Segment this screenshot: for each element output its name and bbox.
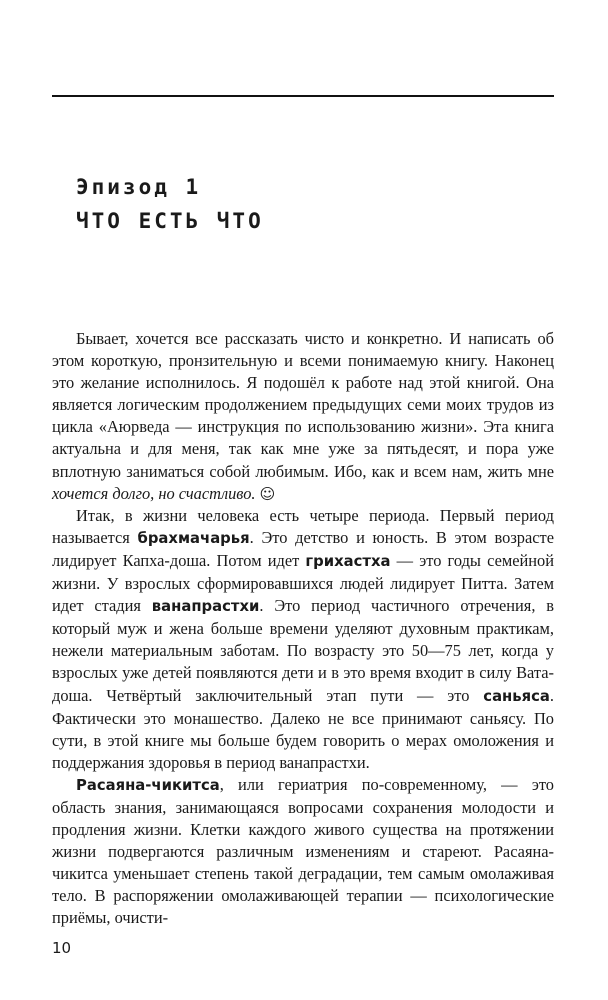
episode-label: Эпизод 1 xyxy=(76,175,202,199)
paragraph-2-text-5: . Фактически это монашество. Далеко не все принимают саньясу. По сути, в этой книге мы больше будем говорить о мерах омоложения и поддержания здоровья в период ванапрастхи. xyxy=(52,685,554,772)
paragraph-1-text: Бывает, хочется все рассказать чисто и конкретно. И написать об этом короткую, пронзительную и всеми понимаемую книгу. Наконец это желание исполнилось. Я подошёл к работе над этой книгой. Она является логическим продолжением предыдущих семи моих трудов из цикла «Аюрведа — инструкция по использованию жизни». Эта книга актуальна и для меня, так как мне уже за пятьдесят, и пора уже вплотную заниматься собой любимым. Ибо, как и всем нам, жить мне xyxy=(52,329,554,481)
term-grihastha: грихастха xyxy=(305,552,391,570)
term-rasayana-chikitsa: Расаяна-чикитса xyxy=(76,776,220,794)
chapter-title: ЧТО ЕСТЬ ЧТО xyxy=(76,209,264,233)
term-vanaprastha: ванапрастхи xyxy=(151,598,260,616)
paragraph-1 xyxy=(52,328,554,505)
paragraph-3 xyxy=(52,774,554,930)
term-brahmacharya: брахмачарья xyxy=(137,529,250,547)
header-rule xyxy=(52,95,554,97)
paragraph-2-text-3: — это годы семейной жизни. У взрослых сформировавшихся людей лидирует Питта. Затем идет стадия xyxy=(52,550,554,616)
term-sannyasa: саньяса xyxy=(483,687,550,705)
paragraph-3-text: , или гериатрия по-современному, — это область знания, занимающаяся вопросами сохранения молодости и продления жизни. Клетки каждого живого существа на протяжении жизни подвергаются различным изменениям и стареют. Расаяна-чикитса уменьшает степень такой деградации, тем самым омолаживая тело. В распоряжении омолаживающей терапии — психологические приёмы, очисти- xyxy=(52,774,554,928)
paragraph-2-text-1: Итак, в жизни человека есть четыре периода. Первый период называется xyxy=(52,505,554,547)
paragraph-2 xyxy=(52,505,554,774)
smiley-icon: ☺ xyxy=(259,484,276,503)
paragraph-1-italic: хочется долго, но счастливо. xyxy=(52,483,256,503)
paragraph-2-text-4: . Это период частичного отречения, в который муж и жена больше времени уделяют духовным практикам, нежели материальным заботам. По возрасту это 50—75 лет, когда у взрослых уже детей появляются дети и в это время входит в силу Вата-доша. Четвёртый заключительный этап пути — это xyxy=(52,596,554,705)
paragraph-2-text-2: . Это детство и юность. В этом возрасте лидирует Капха-доша. Потом идет xyxy=(52,527,554,570)
body-text xyxy=(52,328,554,930)
chapter-heading xyxy=(76,170,264,238)
page-number: 10 xyxy=(52,939,72,957)
